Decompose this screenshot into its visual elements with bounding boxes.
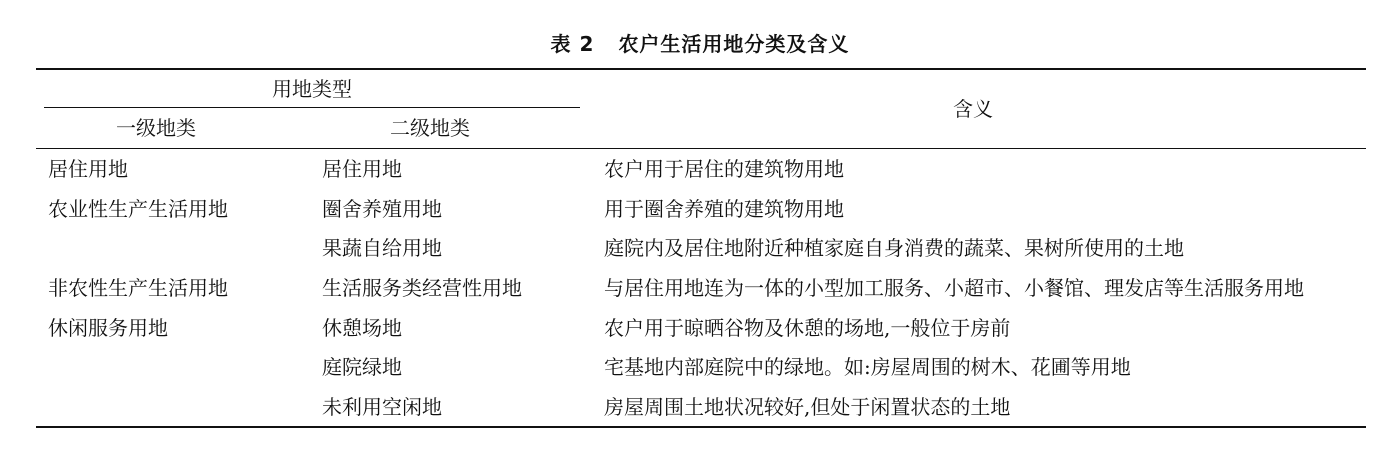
header-level2-class: 二级地类	[390, 116, 470, 140]
table-number: 表 2	[550, 32, 595, 56]
level2-cell: 生活服务类经营性用地	[322, 276, 522, 301]
header-bottom-rule	[36, 148, 1366, 149]
meaning-cell: 宅基地内部庭院中的绿地。如:房屋周围的树木、花圃等用地	[604, 355, 1131, 380]
table-row	[0, 388, 1400, 428]
header-meaning: 含义	[953, 97, 993, 121]
meaning-cell: 农户用于居住的建筑物用地	[604, 157, 844, 181]
meaning-cell: 与居住用地连为一体的小型加工服务、小超市、小餐馆、理发店等生活服务用地	[604, 276, 1304, 301]
table-row	[0, 229, 1400, 269]
table-top-rule	[36, 68, 1366, 70]
header-group-rule	[44, 107, 580, 108]
table-caption	[0, 30, 1400, 58]
level2-cell: 居住用地	[322, 157, 402, 181]
header-land-use-type: 用地类型	[272, 77, 352, 101]
level1-cell: 非农性生产生活用地	[48, 276, 228, 301]
level1-cell: 休闲服务用地	[48, 315, 168, 340]
meaning-cell: 用于圈舍养殖的建筑物用地	[604, 196, 844, 221]
level1-cell: 居住用地	[48, 157, 128, 181]
meaning-cell: 房屋周围土地状况较好,但处于闲置状态的土地	[604, 395, 1011, 420]
level2-cell: 圈舍养殖用地	[322, 196, 442, 221]
table-row	[0, 348, 1400, 388]
level2-cell: 未利用空闲地	[322, 395, 442, 420]
meaning-cell: 庭院内及居住地附近种植家庭自身消费的蔬菜、果树所使用的土地	[604, 236, 1184, 261]
table-row	[0, 309, 1400, 349]
level2-cell: 休憩场地	[322, 315, 402, 340]
level2-cell: 庭院绿地	[322, 355, 402, 380]
table-row	[0, 190, 1400, 230]
meaning-cell: 农户用于晾晒谷物及休憩的场地,一般位于房前	[604, 315, 1011, 340]
table-row	[0, 269, 1400, 309]
level1-cell: 农业性生产生活用地	[48, 196, 228, 221]
header-level1-class: 一级地类	[116, 116, 196, 140]
level2-cell: 果蔬自给用地	[322, 236, 442, 261]
table-title: 农户生活用地分类及含义	[618, 32, 850, 56]
table-body	[0, 150, 1400, 428]
table-row	[0, 150, 1400, 190]
